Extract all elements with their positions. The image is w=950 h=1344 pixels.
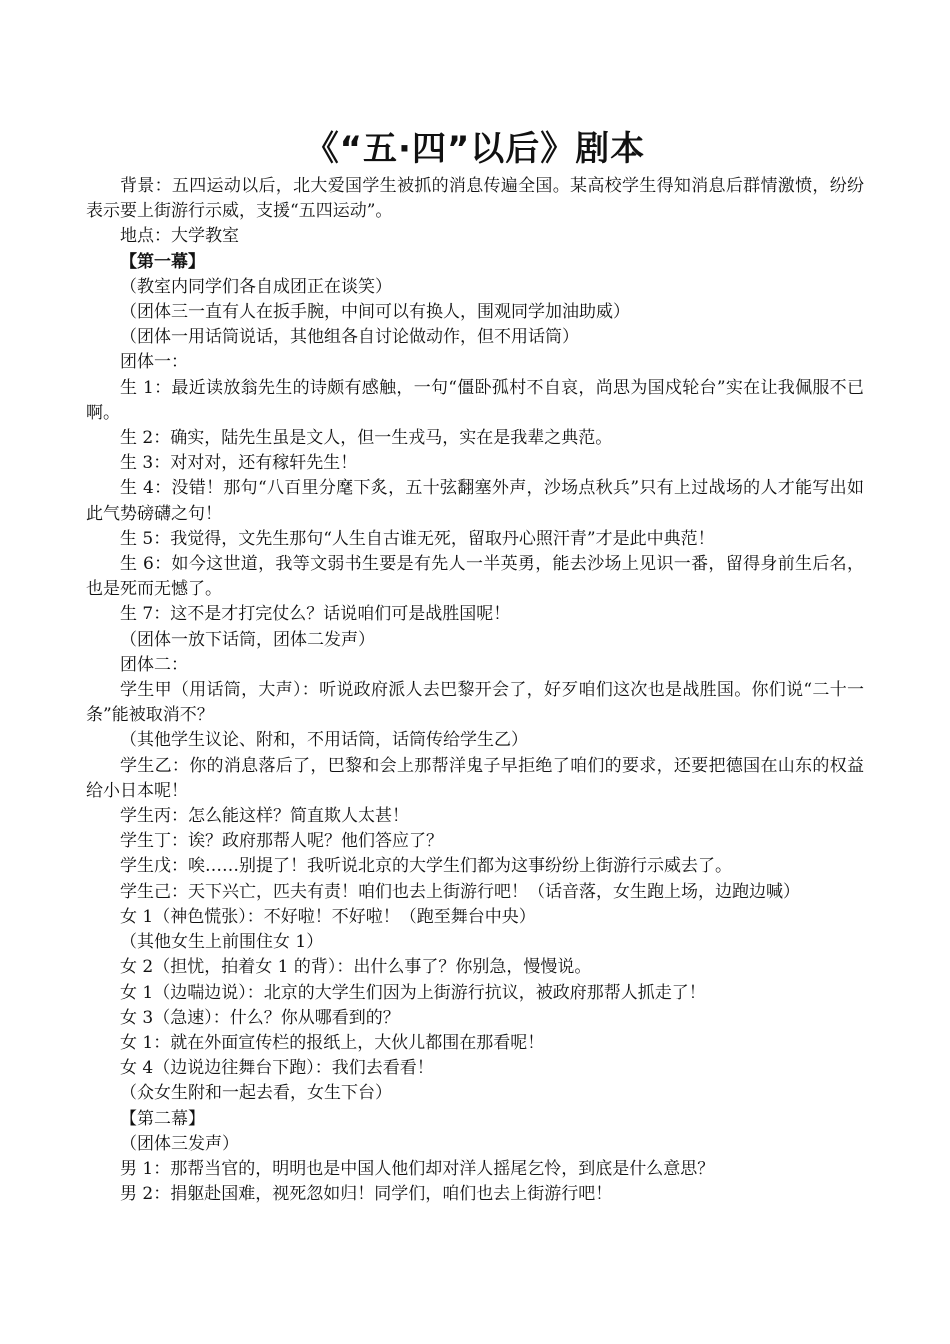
script-line: 团体一：	[120, 352, 188, 373]
script-line: 学生丙：怎么能这样？简直欺人太甚！	[120, 806, 409, 827]
script-line: 生 7：这不是才打完仗么？话说咱们可是战胜国呢！	[120, 604, 511, 625]
script-line: （教室内同学们各自成团正在谈笑）	[120, 276, 392, 297]
script-line: 女 2（担忧，拍着女 1 的背）：出什么事了？你别急，慢慢说。	[120, 957, 592, 978]
script-line: 地点：大学教室	[120, 226, 239, 247]
script-line: 背景：五四运动以后，北大爱国学生被抓的消息传遍全国。某高校学生得知消息后群情激愤，纷纷表示要上街游行示威，支援“五四运动”。	[86, 176, 864, 222]
script-line: （团体三一直有人在扳手腕，中间可以有换人，围观同学加油助威）	[120, 302, 630, 323]
script-line: 女 4（边说边往舞台下跑）：我们去看看！	[120, 1058, 434, 1079]
script-line: （其他女生上前围住女 1）	[120, 932, 324, 953]
script-line: 学生丁：诶？政府那帮人呢？他们答应了？	[120, 831, 443, 852]
script-line: 女 3（急速）：什么？你从哪看到的？	[120, 1007, 400, 1028]
script-line: （团体一放下话筒，团体二发声）	[120, 629, 375, 650]
script-line: 男 1：那帮当官的，明明也是中国人他们却对洋人摇尾乞怜，到底是什么意思？	[120, 1158, 715, 1179]
script-line: 学生己：天下兴亡，匹夫有责！咱们也去上街游行吧！（话音落，女生跑上场，边跑边喊）	[120, 881, 800, 902]
script-line: 女 1（边喘边说）：北京的大学生们因为上街游行抗议，被政府那帮人抓走了！	[120, 982, 706, 1003]
script-line: 女 1（神色慌张）：不好啦！不好啦！（跑至舞台中央）	[120, 906, 536, 927]
script-line: 生 1：最近读放翁先生的诗颇有感触，一句“僵卧孤村不自哀，尚思为国戍轮台”实在让我佩服不已啊。	[86, 377, 864, 423]
script-line: （众女生附和一起去看，女生下台）	[120, 1083, 392, 1104]
script-line: 生 3：对对对，还有稼轩先生！	[120, 453, 358, 474]
script-line: 生 4：没错！那句“八百里分麾下炙，五十弦翻塞外声，沙场点秋兵”只有上过战场的人才能写出如此气势磅礴之句！	[86, 478, 864, 524]
script-line: （其他学生议论、附和，不用话筒，话筒传给学生乙）	[120, 730, 528, 751]
script-line: 生 5：我觉得，文先生那句“人生自古谁无死，留取丹心照汗青”才是此中典范！	[120, 528, 715, 549]
script-line: 男 2：捐躯赴国难，视死忽如归！同学们，咱们也去上街游行吧！	[120, 1184, 613, 1205]
script-line: （团体一用话筒说话，其他组各自讨论做动作，但不用话筒）	[120, 327, 579, 348]
script-line: 【第二幕】	[120, 1108, 205, 1129]
script-body	[86, 174, 864, 1207]
script-line: 学生乙：你的消息落后了，巴黎和会上那帮洋鬼子早拒绝了咱们的要求，还要把德国在山东的权益给小日本呢！	[86, 755, 864, 801]
act-heading: 【第一幕】	[120, 251, 205, 272]
script-line: 学生戊：唉……别提了！我听说北京的大学生们都为这事纷纷上街游行示威去了。	[120, 856, 732, 877]
script-line: 女 1：就在外面宣传栏的报纸上，大伙儿都围在那看呢！	[120, 1032, 545, 1053]
script-line: 生 6：如今这世道，我等文弱书生要是有先人一半英勇，能去沙场上见识一番，留得身前生后名，也是死而无憾了。	[86, 554, 864, 600]
script-line: 学生甲（用话筒，大声）：听说政府派人去巴黎开会了，好歹咱们这次也是战胜国。你们说“二十一条”能被取消不？	[86, 680, 864, 726]
script-line: 生 2：确实，陆先生虽是文人，但一生戎马，实在是我辈之典范。	[120, 428, 613, 449]
script-line: 团体二：	[120, 654, 188, 675]
script-line: （团体三发声）	[120, 1133, 239, 1154]
document-title: 《“五·四”以后》剧本	[304, 129, 646, 169]
